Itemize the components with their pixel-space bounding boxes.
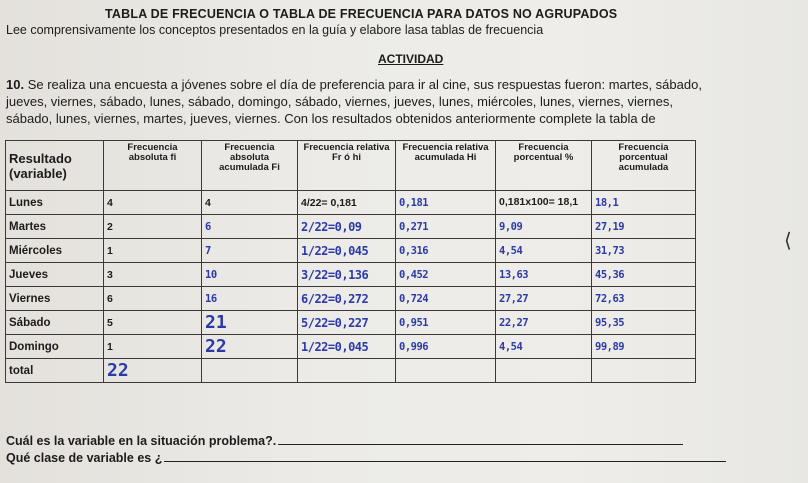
table-row — [6, 215, 696, 239]
cell-pct-acc: 72,63 — [592, 287, 696, 311]
row-label: Miércoles — [6, 239, 104, 263]
cell-pct-acc: 95,35 — [592, 311, 696, 335]
cell-Hi: 0,316 — [396, 239, 496, 263]
cell-pct-acc: 31,73 — [592, 239, 696, 263]
question-1 — [6, 434, 683, 448]
cell-fi: 3 — [104, 263, 202, 287]
cell-pct-acc-total — [592, 359, 696, 383]
cell-hi: 4/22= 0,181 — [298, 191, 396, 215]
table-row — [6, 335, 696, 359]
cell-hi: 1/22=0,045 — [298, 239, 396, 263]
problem-line-3: sábado, lunes, viernes, martes, jueves, viernes. Con los resultados obtenidos anteriormente complete la tabla de — [6, 111, 656, 126]
cell-Fi: 6 — [202, 215, 298, 239]
cell-Fi: 16 — [202, 287, 298, 311]
cell-hi: 6/22=0,272 — [298, 287, 396, 311]
cell-pct-acc: 27,19 — [592, 215, 696, 239]
table-row — [6, 263, 696, 287]
cell-hi: 1/22=0,045 — [298, 335, 396, 359]
cell-pct-acc: 18,1 — [592, 191, 696, 215]
cell-Fi: 10 — [202, 263, 298, 287]
cell-fi: 5 — [104, 311, 202, 335]
cell-fi-total: 22 — [104, 359, 202, 383]
row-label: Jueves — [6, 263, 104, 287]
row-label: Lunes — [6, 191, 104, 215]
answer-2-blank[interactable] — [164, 451, 726, 462]
cell-Hi: 0,996 — [396, 335, 496, 359]
worksheet-title: TABLA DE FRECUENCIA O TABLA DE FRECUENCIA PARA DATOS NO AGRUPADOS — [105, 7, 618, 21]
cell-pct: 4,54 — [496, 335, 592, 359]
cell-Hi: 0,271 — [396, 215, 496, 239]
cell-hi: 5/22=0,227 — [298, 311, 396, 335]
header-cumulative-relative-frequency: Frecuencia relativa acumulada Hi — [396, 141, 496, 191]
cell-pct: 9,09 — [496, 215, 592, 239]
header-absolute-frequency: Frecuencia absoluta fi — [104, 141, 202, 191]
header-cumulative-absolute-frequency: Frecuencia absoluta acumulada Fi — [202, 141, 298, 191]
cell-fi: 1 — [104, 239, 202, 263]
table-row — [6, 311, 696, 335]
cell-fi: 2 — [104, 215, 202, 239]
cell-Fi-total — [202, 359, 298, 383]
table-row — [6, 287, 696, 311]
cell-Fi: 7 — [202, 239, 298, 263]
cell-pct: 27,27 — [496, 287, 592, 311]
question-2 — [6, 451, 726, 465]
header-relative-frequency: Frecuencia relativa Fr ó hi — [298, 141, 396, 191]
pen-mark-icon: ⟨ — [784, 230, 792, 252]
cell-hi: 3/22=0,136 — [298, 263, 396, 287]
cell-Hi: 0,724 — [396, 287, 496, 311]
cell-pct: 4,54 — [496, 239, 592, 263]
row-label: Viernes — [6, 287, 104, 311]
cell-fi: 1 — [104, 335, 202, 359]
row-label: Martes — [6, 215, 104, 239]
frequency-table — [5, 140, 696, 383]
cell-fi: 4 — [104, 191, 202, 215]
cell-Fi: 4 — [202, 191, 298, 215]
table-row — [6, 359, 696, 383]
row-label: Sábado — [6, 311, 104, 335]
table-row — [6, 239, 696, 263]
cell-Fi: 21 — [202, 311, 298, 335]
problem-line-1: 10. Se realiza una encuesta a jóvenes sobre el día de preferencia para ir al cine, sus respuestas fueron: martes, sábado, — [6, 77, 702, 92]
cell-pct: 0,181x100= 18,1 — [496, 191, 592, 215]
cell-pct-acc: 45,36 — [592, 263, 696, 287]
header-variable: Resultado (variable) — [6, 141, 104, 191]
cell-pct-total — [496, 359, 592, 383]
cell-Hi-total — [396, 359, 496, 383]
question-2-text: Qué clase de variable es ¿ — [6, 451, 163, 465]
row-label-total: total — [6, 359, 104, 383]
row-label: Domingo — [6, 335, 104, 359]
cell-hi-total — [298, 359, 396, 383]
worksheet-subtitle: Lee comprensivamente los conceptos presentados en la guía y elabore lasa tablas de frecuencia — [6, 23, 544, 37]
cell-pct: 13,63 — [496, 263, 592, 287]
question-1-text: Cuál es la variable en la situación problema?. — [6, 434, 277, 448]
cell-pct-acc: 99,89 — [592, 335, 696, 359]
problem-line-2: jueves, viernes, sábado, lunes, sábado, domingo, sábado, viernes, jueves, lunes, miércoles, lunes, viernes, viernes, — [6, 94, 673, 109]
answer-1-blank[interactable] — [278, 434, 683, 445]
table-header-row — [6, 141, 696, 191]
activity-heading: ACTIVIDAD — [378, 52, 444, 66]
cell-Hi: 0,181 — [396, 191, 496, 215]
problem-number: 10. — [6, 77, 25, 92]
cell-Hi: 0,452 — [396, 263, 496, 287]
cell-Hi: 0,951 — [396, 311, 496, 335]
cell-hi: 2/22=0,09 — [298, 215, 396, 239]
table-row — [6, 191, 696, 215]
header-cumulative-percentage-frequency: Frecuencia porcentual acumulada — [592, 141, 696, 191]
cell-fi: 6 — [104, 287, 202, 311]
cell-pct: 22,27 — [496, 311, 592, 335]
header-percentage-frequency: Frecuencia porcentual % — [496, 141, 592, 191]
problem-statement — [6, 76, 806, 127]
cell-Fi: 22 — [202, 335, 298, 359]
